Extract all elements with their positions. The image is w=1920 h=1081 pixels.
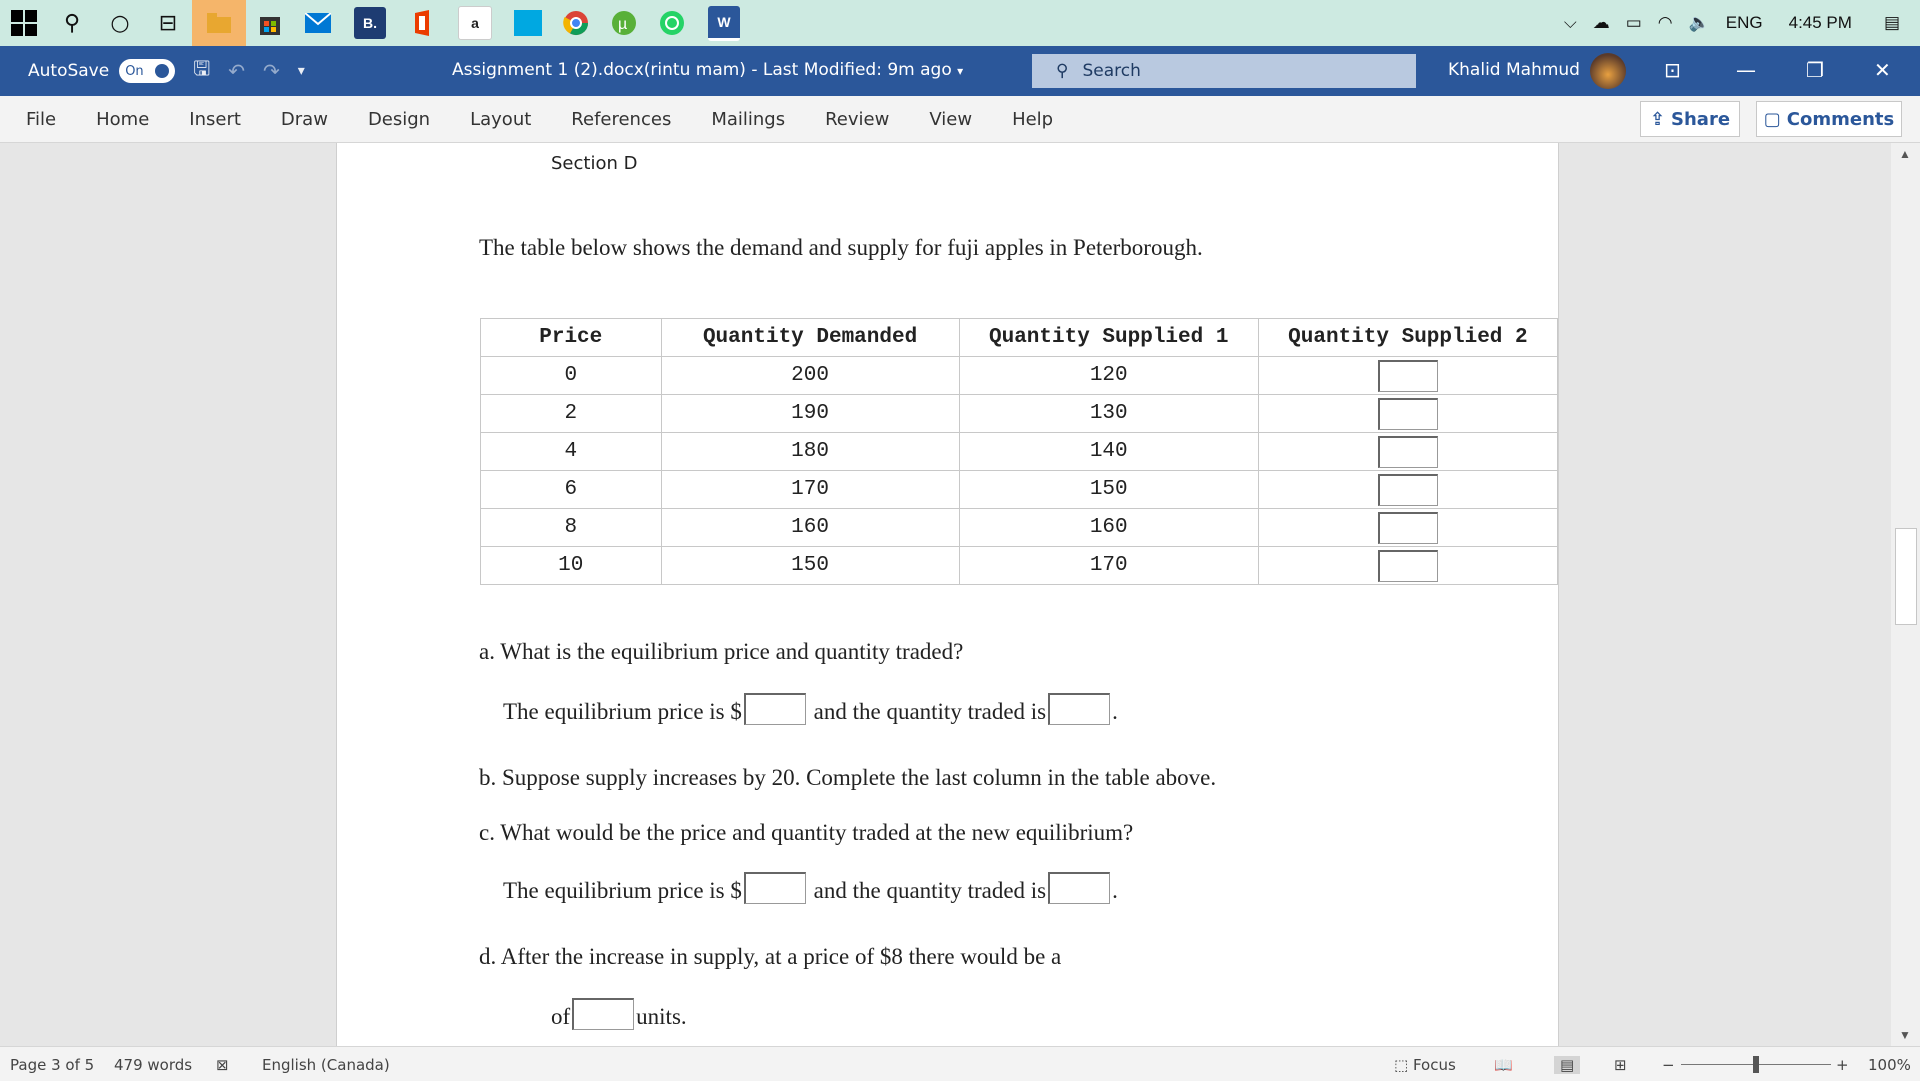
tab-layout[interactable]: Layout xyxy=(470,108,532,130)
avatar[interactable] xyxy=(1590,53,1626,89)
equilibrium-price-input[interactable] xyxy=(744,693,806,725)
undo-icon[interactable]: ↶ xyxy=(228,59,246,83)
cell-demanded: 170 xyxy=(661,471,959,509)
proofing-icon[interactable]: ⊠ xyxy=(216,1056,229,1074)
customize-quick-access-icon[interactable]: ▾ xyxy=(297,63,305,79)
question-a: a. What is the equilibrium price and quantity traded? xyxy=(479,639,964,664)
battery-icon[interactable]: ▭ xyxy=(1625,13,1642,32)
cell-supplied-2 xyxy=(1258,509,1557,547)
print-layout-icon[interactable]: ▤ xyxy=(1554,1056,1580,1074)
store-icon[interactable] xyxy=(251,4,289,42)
focus-mode[interactable]: ⬚ Focus xyxy=(1394,1056,1456,1074)
mail-icon[interactable] xyxy=(299,4,337,42)
table-row xyxy=(481,357,1558,395)
task-view-icon[interactable]: ⊟ xyxy=(158,10,178,36)
cell-supplied-2 xyxy=(1258,357,1557,395)
redo-icon[interactable]: ↷ xyxy=(263,59,280,83)
vertical-scrollbar[interactable] xyxy=(1891,143,1920,1046)
windows-start-icon[interactable] xyxy=(5,4,43,42)
cell-demanded: 200 xyxy=(661,357,959,395)
cell-supplied-2 xyxy=(1258,547,1557,585)
utorrent-icon[interactable] xyxy=(605,4,643,42)
prime-video-icon[interactable] xyxy=(509,4,547,42)
supplied-2-input[interactable] xyxy=(1378,398,1438,430)
page-count[interactable]: Page 3 of 5 xyxy=(10,1056,95,1074)
quantity-prefix: and the quantity traded is xyxy=(813,699,1047,724)
answer-c-line xyxy=(503,872,1118,904)
tab-help[interactable]: Help xyxy=(1012,108,1054,130)
header-quantity-supplied-1: Quantity Supplied 1 xyxy=(959,319,1258,357)
table-row xyxy=(481,433,1558,471)
table-row xyxy=(481,547,1558,585)
cell-supplied-1: 170 xyxy=(959,547,1258,585)
title-dropdown-icon: ▾ xyxy=(957,64,964,78)
cell-price: 0 xyxy=(481,357,662,395)
word-count[interactable]: 479 words xyxy=(114,1056,193,1074)
units-label: units. xyxy=(636,1004,687,1029)
period: . xyxy=(1112,878,1118,903)
cell-demanded: 180 xyxy=(661,433,959,471)
share-label: Share xyxy=(1671,108,1731,130)
file-explorer-icon[interactable] xyxy=(192,0,246,46)
supplied-2-input[interactable] xyxy=(1378,360,1438,392)
question-d: d. After the increase in supply, at a price of $8 there would be a xyxy=(479,944,1062,969)
document-title[interactable]: Assignment 1 (2).docx(rintu mam) - Last Modified: 9m ago ▾ xyxy=(452,60,964,80)
new-equilibrium-price-input[interactable] xyxy=(744,872,806,904)
web-layout-icon[interactable]: ⊞ xyxy=(1614,1056,1627,1074)
windows-taskbar xyxy=(0,0,1920,46)
header-quantity-demanded: Quantity Demanded xyxy=(661,319,959,357)
language-indicator[interactable]: ENG xyxy=(1725,13,1763,32)
tab-design[interactable]: Design xyxy=(367,108,431,130)
read-mode-icon[interactable]: 📖 xyxy=(1494,1056,1513,1074)
tab-view[interactable]: View xyxy=(929,108,973,130)
search-icon[interactable]: ⚲ xyxy=(63,10,81,36)
scroll-down-icon[interactable]: ▼ xyxy=(1899,1028,1911,1042)
zoom-out-icon[interactable]: − xyxy=(1662,1056,1675,1074)
tab-draw[interactable]: Draw xyxy=(280,108,328,130)
comment-icon: ▢ xyxy=(1763,108,1781,130)
intro-text: The table below shows the demand and supply for fuji apples in Peterborough. xyxy=(479,235,1203,260)
tab-references[interactable]: References xyxy=(571,108,672,130)
zoom-in-icon[interactable]: + xyxy=(1836,1056,1849,1074)
b-app-icon[interactable]: B. xyxy=(354,7,386,39)
question-c: c. What would be the price and quantity traded at the new equilibrium? xyxy=(479,820,1134,845)
tab-review[interactable]: Review xyxy=(825,108,890,130)
scroll-up-icon[interactable]: ▲ xyxy=(1899,147,1911,161)
whatsapp-icon[interactable] xyxy=(653,4,691,42)
supplied-2-input[interactable] xyxy=(1378,436,1438,468)
cell-price: 2 xyxy=(481,395,662,433)
notifications-icon[interactable]: ▤ xyxy=(1883,13,1900,32)
share-button[interactable] xyxy=(1640,101,1740,137)
cell-price: 6 xyxy=(481,471,662,509)
cell-price: 4 xyxy=(481,433,662,471)
zoom-slider-knob[interactable] xyxy=(1753,1056,1759,1073)
supplied-2-input[interactable] xyxy=(1378,512,1438,544)
language-status[interactable]: English (Canada) xyxy=(262,1056,390,1074)
cell-price: 8 xyxy=(481,509,662,547)
ribbon-display-options-icon[interactable]: ⊡ xyxy=(1664,58,1681,82)
cell-supplied-1: 120 xyxy=(959,357,1258,395)
cell-demanded: 190 xyxy=(661,395,959,433)
amazon-icon[interactable]: a xyxy=(458,6,492,40)
autosave-toggle[interactable] xyxy=(119,59,175,83)
cell-supplied-2 xyxy=(1258,433,1557,471)
search-icon: ⚲ xyxy=(1056,61,1069,81)
minimize-icon[interactable]: — xyxy=(1736,58,1756,82)
chevron-up-icon[interactable]: ⌵ xyxy=(1563,13,1577,32)
cell-demanded: 160 xyxy=(661,509,959,547)
cell-supplied-1: 150 xyxy=(959,471,1258,509)
word-icon[interactable]: W xyxy=(708,6,740,41)
chrome-icon[interactable] xyxy=(557,4,595,42)
wifi-icon[interactable]: ◠ xyxy=(1657,13,1673,32)
supplied-2-input[interactable] xyxy=(1378,474,1438,506)
autosave-state: On xyxy=(125,63,144,79)
cell-supplied-1: 160 xyxy=(959,509,1258,547)
quantity-prefix: and the quantity traded is xyxy=(813,878,1047,903)
price-prefix: The equilibrium price is $ xyxy=(503,878,742,903)
close-icon[interactable]: ✕ xyxy=(1874,58,1891,82)
supplied-2-input[interactable] xyxy=(1378,550,1438,582)
period: . xyxy=(1112,699,1118,724)
autosave-label: AutoSave xyxy=(28,61,110,81)
office-icon[interactable] xyxy=(403,4,441,42)
comments-label: Comments xyxy=(1786,108,1895,130)
volume-icon[interactable]: 🔈 xyxy=(1688,13,1710,32)
tab-insert[interactable]: Insert xyxy=(189,108,241,130)
svg-text:µ: µ xyxy=(618,16,628,33)
answer-d-line xyxy=(551,998,687,1030)
equilibrium-quantity-input[interactable] xyxy=(1048,693,1110,725)
restore-icon[interactable]: ❐ xyxy=(1806,58,1824,82)
save-icon[interactable]: 🖫 xyxy=(193,56,211,80)
comments-button[interactable] xyxy=(1756,101,1902,137)
cell-supplied-2 xyxy=(1258,471,1557,509)
cell-supplied-1: 140 xyxy=(959,433,1258,471)
table-row xyxy=(481,471,1558,509)
system-tray xyxy=(1556,0,1920,46)
tab-file[interactable]: File xyxy=(26,108,57,130)
clock[interactable]: 4:45 PM xyxy=(1788,13,1852,32)
cell-price: 10 xyxy=(481,547,662,585)
price-prefix: The equilibrium price is $ xyxy=(503,699,742,724)
search-box[interactable] xyxy=(1032,54,1416,88)
shortage-amount-input[interactable] xyxy=(572,998,634,1030)
document-page[interactable] xyxy=(336,143,1559,1046)
tab-home[interactable]: Home xyxy=(96,108,150,130)
cell-demanded: 150 xyxy=(661,547,959,585)
user-name[interactable]: Khalid Mahmud xyxy=(1448,60,1580,80)
focus-icon: ⬚ xyxy=(1394,1056,1409,1074)
search-placeholder: Search xyxy=(1082,61,1141,81)
section-heading: Section D xyxy=(551,153,638,174)
cortana-icon[interactable]: ○ xyxy=(110,10,130,36)
toggle-knob xyxy=(155,64,169,78)
tab-mailings[interactable]: Mailings xyxy=(711,108,786,130)
answer-a-line xyxy=(503,693,1118,725)
cell-supplied-2 xyxy=(1258,395,1557,433)
supply-demand-table xyxy=(480,318,1558,585)
status-bar xyxy=(0,1046,1920,1081)
ribbon-tabs xyxy=(0,96,1920,143)
scrollbar-thumb[interactable] xyxy=(1895,528,1917,625)
share-icon: ⇪ xyxy=(1649,108,1666,130)
table-row xyxy=(481,509,1558,547)
header-quantity-supplied-2: Quantity Supplied 2 xyxy=(1258,319,1557,357)
word-title-bar xyxy=(0,46,1920,96)
zoom-level[interactable]: 100% xyxy=(1868,1056,1911,1074)
table-row xyxy=(481,395,1558,433)
table-header-row xyxy=(481,319,1558,357)
of-label: of xyxy=(551,1004,571,1029)
new-equilibrium-quantity-input[interactable] xyxy=(1048,872,1110,904)
cell-supplied-1: 130 xyxy=(959,395,1258,433)
question-b: b. Suppose supply increases by 20. Complete the last column in the table above. xyxy=(479,765,1217,790)
header-price: Price xyxy=(481,319,662,357)
onedrive-icon[interactable]: ☁ xyxy=(1592,13,1610,32)
